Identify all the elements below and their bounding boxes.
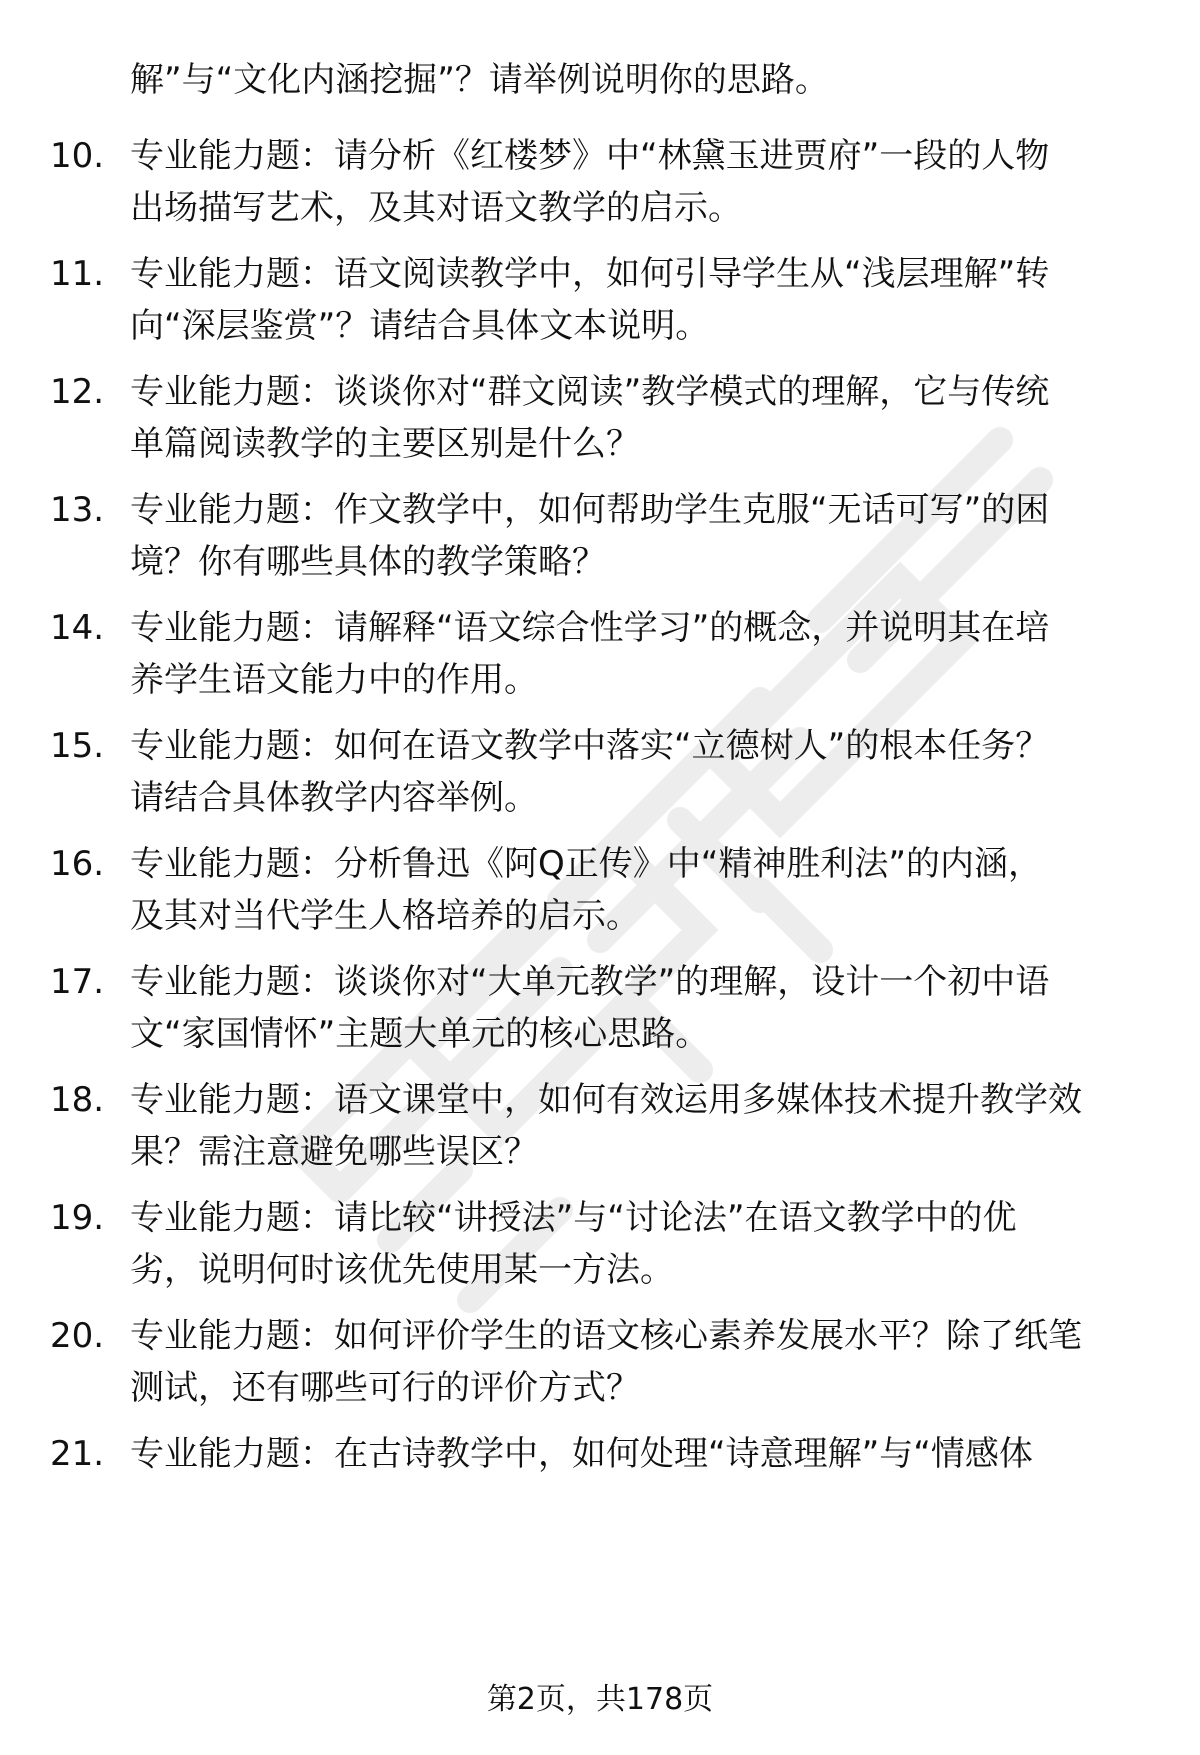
item-text [130,1192,1140,1296]
list-item [50,1428,1150,1480]
item-line: 专业能力题：请分析《红楼梦》中“林黛玉进贾府”一段的人物 [130,136,1050,176]
item-text [130,1428,1140,1480]
item-number: 17. [50,962,105,1002]
item-text [130,248,1140,352]
item-line: 专业能力题：如何在语文教学中落实“立德树人”的根本任务？ [130,726,1050,766]
item-number: 12. [50,372,105,412]
item-line: 文“家国情怀”主题大单元的核心思路。 [130,1014,710,1054]
item-text [130,602,1140,706]
list-item [50,720,1150,824]
list-item [50,1074,1150,1178]
item-line: 专业能力题：语文阅读教学中，如何引导学生从“浅层理解”转 [130,254,1050,294]
item-line: 专业能力题：语文课堂中，如何有效运用多媒体技术提升教学效 [130,1080,1082,1120]
item-text [130,1310,1140,1414]
item-line: 劣，说明何时该优先使用某一方法。 [130,1250,674,1290]
list-item [50,602,1150,706]
item-number: 10. [50,136,105,176]
item-line: 请结合具体教学内容举例。 [130,778,538,818]
item-line: 及其对当代学生人格培养的启示。 [130,896,640,936]
item-text [130,366,1140,470]
item-line: 专业能力题：谈谈你对“大单元教学”的理解，设计一个初中语 [130,962,1050,1002]
item-line: 向“深层鉴赏”？请结合具体文本说明。 [130,306,710,346]
list-item [50,956,1150,1060]
item-line: 单篇阅读教学的主要区别是什么？ [130,424,640,464]
list-item [50,1310,1150,1414]
item-number: 14. [50,608,105,648]
list-item [50,838,1150,942]
page-footer: 第2页，共178页 [486,1682,714,1717]
item-line: 专业能力题：如何评价学生的语文核心素养发展水平？除了纸笔 [130,1316,1082,1356]
item-number: 15. [50,726,105,766]
item-line: 专业能力题：作文教学中，如何帮助学生克服“无话可写”的困 [130,490,1050,530]
item-line: 果？需注意避免哪些误区？ [130,1132,538,1172]
item-text [130,838,1140,942]
item-number: 18. [50,1080,105,1120]
item-line: 境？你有哪些具体的教学策略？ [130,542,606,582]
item-number: 11. [50,254,105,294]
item-number: 13. [50,490,105,530]
item-text [130,956,1140,1060]
item-line: 专业能力题：请比较“讲授法”与“讨论法”在语文教学中的优 [130,1198,1017,1238]
item-line: 养学生语文能力中的作用。 [130,660,538,700]
item-number: 16. [50,844,105,884]
item-text [130,130,1140,234]
item-line: 专业能力题：在古诗教学中，如何处理“诗意理解”与“情感体 [130,1434,1033,1474]
item-text [130,484,1140,588]
item-text [130,720,1140,824]
item-line: 专业能力题：请解释“语文综合性学习”的概念，并说明其在培 [130,608,1050,648]
continuation-line: 解”与“文化内涵挖掘”？请举例说明你的思路。 [130,60,829,100]
item-text [130,1074,1140,1178]
item-number: 21. [50,1434,105,1474]
list-item [50,1192,1150,1296]
item-line: 专业能力题：谈谈你对“群文阅读”教学模式的理解，它与传统 [130,372,1050,412]
list-item [50,248,1150,352]
item-line: 专业能力题：分析鲁迅《阿Q正传》中“精神胜利法”的内涵， [130,844,1042,884]
list-item [50,484,1150,588]
item-number: 19. [50,1198,105,1238]
list-item [50,366,1150,470]
item-line: 测试，还有哪些可行的评价方式？ [130,1368,640,1408]
list-item [50,130,1150,234]
item-line: 出场描写艺术，及其对语文教学的启示。 [130,188,742,228]
item-number: 20. [50,1316,105,1356]
